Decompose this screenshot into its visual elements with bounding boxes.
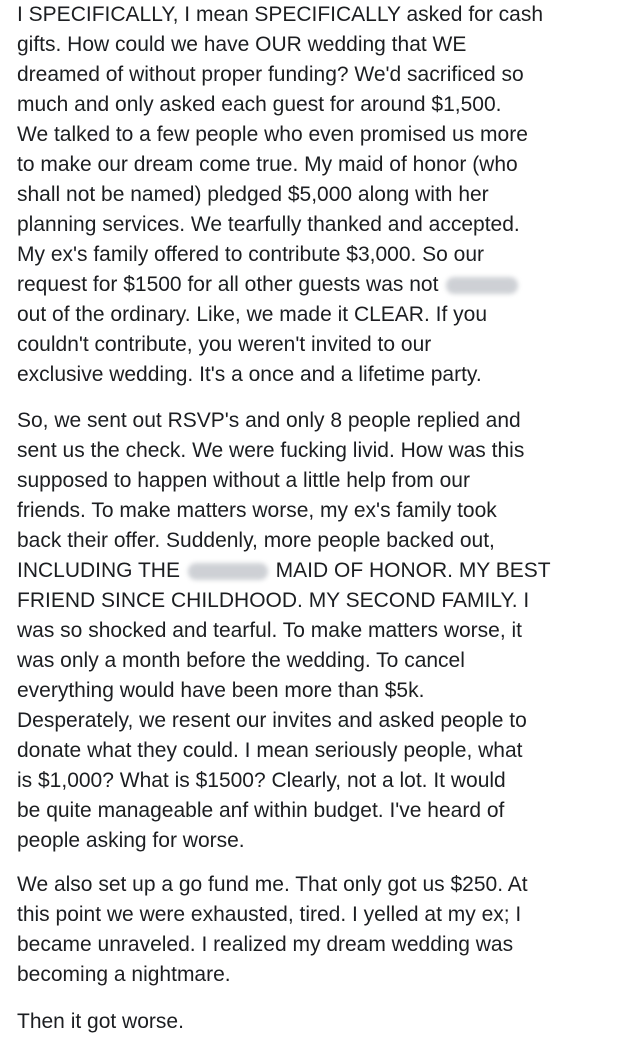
text-line: So, we sent out RSVP's and only 8 people replied and xyxy=(17,409,521,432)
paragraph-1 xyxy=(17,0,620,390)
text-line: friends. To make matters worse, my ex's family took xyxy=(17,499,497,522)
text-line: became unraveled. I realized my dream wedding was xyxy=(17,933,514,956)
text-line: FRIEND SINCE CHILDHOOD. MY SECOND FAMILY. I xyxy=(17,589,530,612)
text-line: donate what they could. I mean seriously people, what xyxy=(17,739,523,762)
censored-word-blur xyxy=(446,277,518,294)
paragraph-4 xyxy=(17,1007,620,1037)
text-line: to make our dream come true. My maid of honor (who xyxy=(17,153,518,176)
text-line: INCLUDING THE MAID OF HONOR. MY BEST xyxy=(17,559,551,582)
text-line: planning services. We tearfully thanked and accepted. xyxy=(17,213,520,236)
text-line: couldn't contribute, you weren't invited to our xyxy=(17,333,432,356)
text-line: be quite manageable anf within budget. I've heard of xyxy=(17,799,505,822)
text-line: people asking for worse. xyxy=(17,829,245,852)
text-line: is $1,000? What is $1500? Clearly, not a lot. It would xyxy=(17,769,506,792)
paragraph-2 xyxy=(17,406,620,856)
text-line: request for $1500 for all other guests was not xyxy=(17,270,620,300)
paragraph-3 xyxy=(17,870,620,990)
text-line: My ex's family offered to contribute $3,000. So our xyxy=(17,243,485,266)
text-line: sent us the check. We were fucking livid. How was this xyxy=(17,439,525,462)
text-line: this point we were exhausted, tired. I yelled at my ex; I xyxy=(17,903,522,926)
text-line: supposed to happen without a little help from our xyxy=(17,469,470,492)
text-line: shall not be named) pledged $5,000 along with her xyxy=(17,183,489,206)
text-line: We talked to a few people who even promised us more xyxy=(17,123,528,146)
text-line: dreamed of without proper funding? We'd sacrificed so xyxy=(17,63,524,86)
text-line: exclusive wedding. It's a once and a lifetime party. xyxy=(17,363,482,386)
text-line: back their offer. Suddenly, more people backed out, xyxy=(17,529,495,552)
text-line: was so shocked and tearful. To make matters worse, it xyxy=(17,619,523,642)
text-line: We also set up a go fund me. That only got us $250. At xyxy=(17,873,528,896)
text-line: much and only asked each guest for around $1,500. xyxy=(17,93,502,116)
text-line: was only a month before the wedding. To cancel xyxy=(17,649,465,672)
text-line: becoming a nightmare. xyxy=(17,963,231,986)
censored-word-blur xyxy=(188,563,268,580)
text-line: I SPECIFICALLY, I mean SPECIFICALLY asked for cash xyxy=(17,3,544,26)
text-line: everything would have been more than $5k. xyxy=(17,679,425,702)
text-line: Then it got worse. xyxy=(17,1010,184,1033)
text-line: Desperately, we resent our invites and asked people to xyxy=(17,709,527,732)
text-line: out of the ordinary. Like, we made it CLEAR. If you xyxy=(17,303,488,326)
text-line: gifts. How could we have OUR wedding that WE xyxy=(17,33,467,56)
